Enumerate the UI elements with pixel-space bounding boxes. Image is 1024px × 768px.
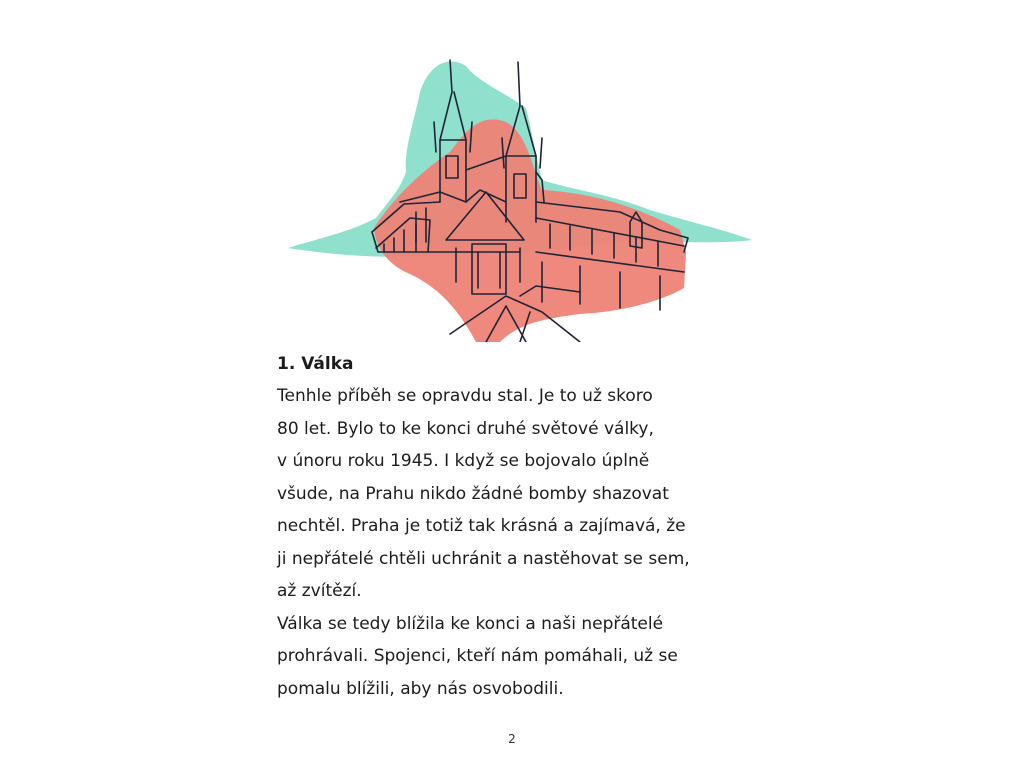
text-line: pomalu blížili, aby nás osvobodili. bbox=[277, 678, 564, 699]
text-line: prohrávali. Spojenci, kteří nám pomáhali, už se bbox=[277, 646, 678, 666]
text-line: všude, na Prahu nikdo žádné bomby shazovat bbox=[277, 483, 669, 504]
text-line: 80 let. Bylo to ke konci druhé světové války, bbox=[277, 418, 654, 439]
text-line: nechtěl. Praha je totiž tak krásná a zajímavá, že bbox=[277, 516, 686, 536]
text-line: ji nepřátelé chtěli uchránit a nastěhovat se sem, bbox=[277, 548, 690, 569]
chapter-title: 1. Válka bbox=[277, 354, 354, 374]
text-line: v únoru roku 1945. I když se bojovalo úplně bbox=[277, 451, 650, 471]
text-line: Tenhle příběh se opravdu stal. Je to už skoro bbox=[277, 386, 653, 406]
page-number: 2 bbox=[508, 732, 516, 746]
church-illustration-icon bbox=[280, 52, 760, 342]
text-line: až zvítězí. bbox=[277, 581, 362, 601]
text-line: Válka se tedy blížila ke konci a naši nepřátelé bbox=[277, 613, 664, 634]
chapter-text bbox=[277, 350, 777, 705]
